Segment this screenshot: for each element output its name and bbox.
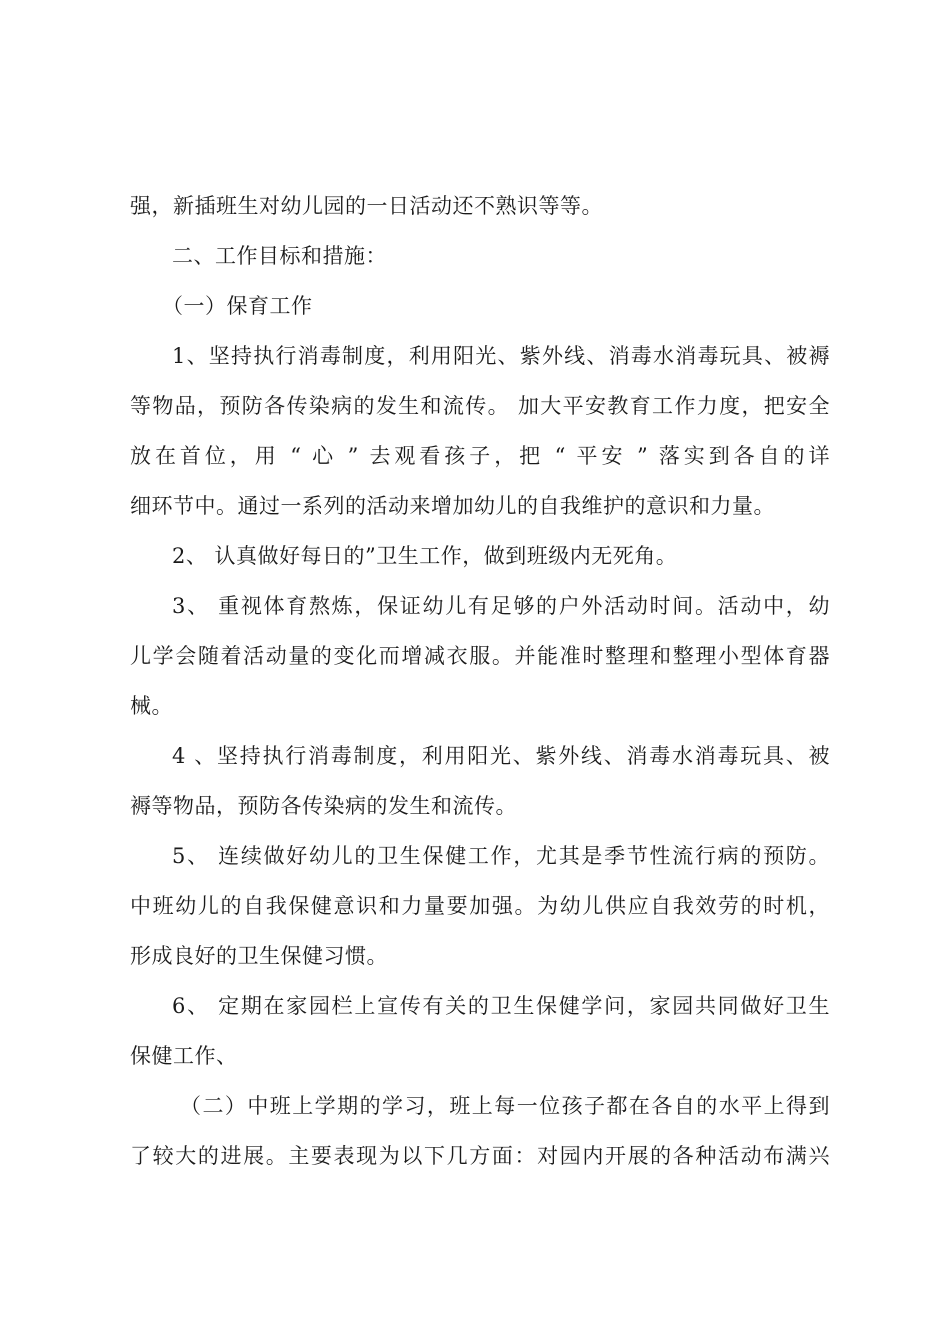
text-line: 形成良好的卫生保健习惯。 <box>130 944 388 968</box>
text-line: 2、 认真做好每日的”卫生工作，做到班级内无死角。 <box>172 544 678 568</box>
text-line: 4 、坚持执行消毒制度，利用阳光、紫外线、消毒水消毒玩具、被 <box>172 744 830 768</box>
text-line: （二）中班上学期的学习，班上每一位孩子都在各自的水平上得到 <box>180 1094 830 1118</box>
text-line: 褥等物品，预防各传染病的发生和流传。 <box>130 794 517 818</box>
text-line: 等物品，预防各传染病的发生和流传。 加大平安教育工作力度，把安全 <box>130 394 830 418</box>
text-line: 放在首位，用 “ 心 ” 去观看孩子，把 “ 平安 ” 落实到各自的详 <box>130 444 830 468</box>
text-line: 了较大的进展。主要表现为以下几方面：对园内开展的各种活动布满兴 <box>130 1144 830 1168</box>
text-line: 3、 重视体育熬炼，保证幼儿有足够的户外活动时间。活动中，幼 <box>172 594 830 618</box>
text-line: 械。 <box>130 694 173 718</box>
text-line: 中班幼儿的自我保健意识和力量要加强。为幼儿供应自我效劳的时机， <box>130 894 830 918</box>
text-line: 5、 连续做好幼儿的卫生保健工作，尤其是季节性流行病的预防。 <box>172 844 830 868</box>
text-line: 儿学会随着活动量的变化而增减衣服。并能准时整理和整理小型体育器 <box>130 644 830 668</box>
text-line: 保健工作、 <box>130 1044 238 1068</box>
subsection-heading: （一）保育工作 <box>162 294 313 318</box>
text-line: 强，新插班生对幼儿园的一日活动还不熟识等等。 <box>130 194 603 218</box>
text-line: 1、坚持执行消毒制度，利用阳光、紫外线、消毒水消毒玩具、被褥 <box>172 344 830 368</box>
section-heading: 二、工作目标和措施： <box>172 244 387 268</box>
text-line: 细环节中。通过一系列的活动来增加幼儿的自我维护的意识和力量。 <box>130 494 775 518</box>
text-line: 6、 定期在家园栏上宣传有关的卫生保健学问，家园共同做好卫生 <box>172 994 830 1018</box>
